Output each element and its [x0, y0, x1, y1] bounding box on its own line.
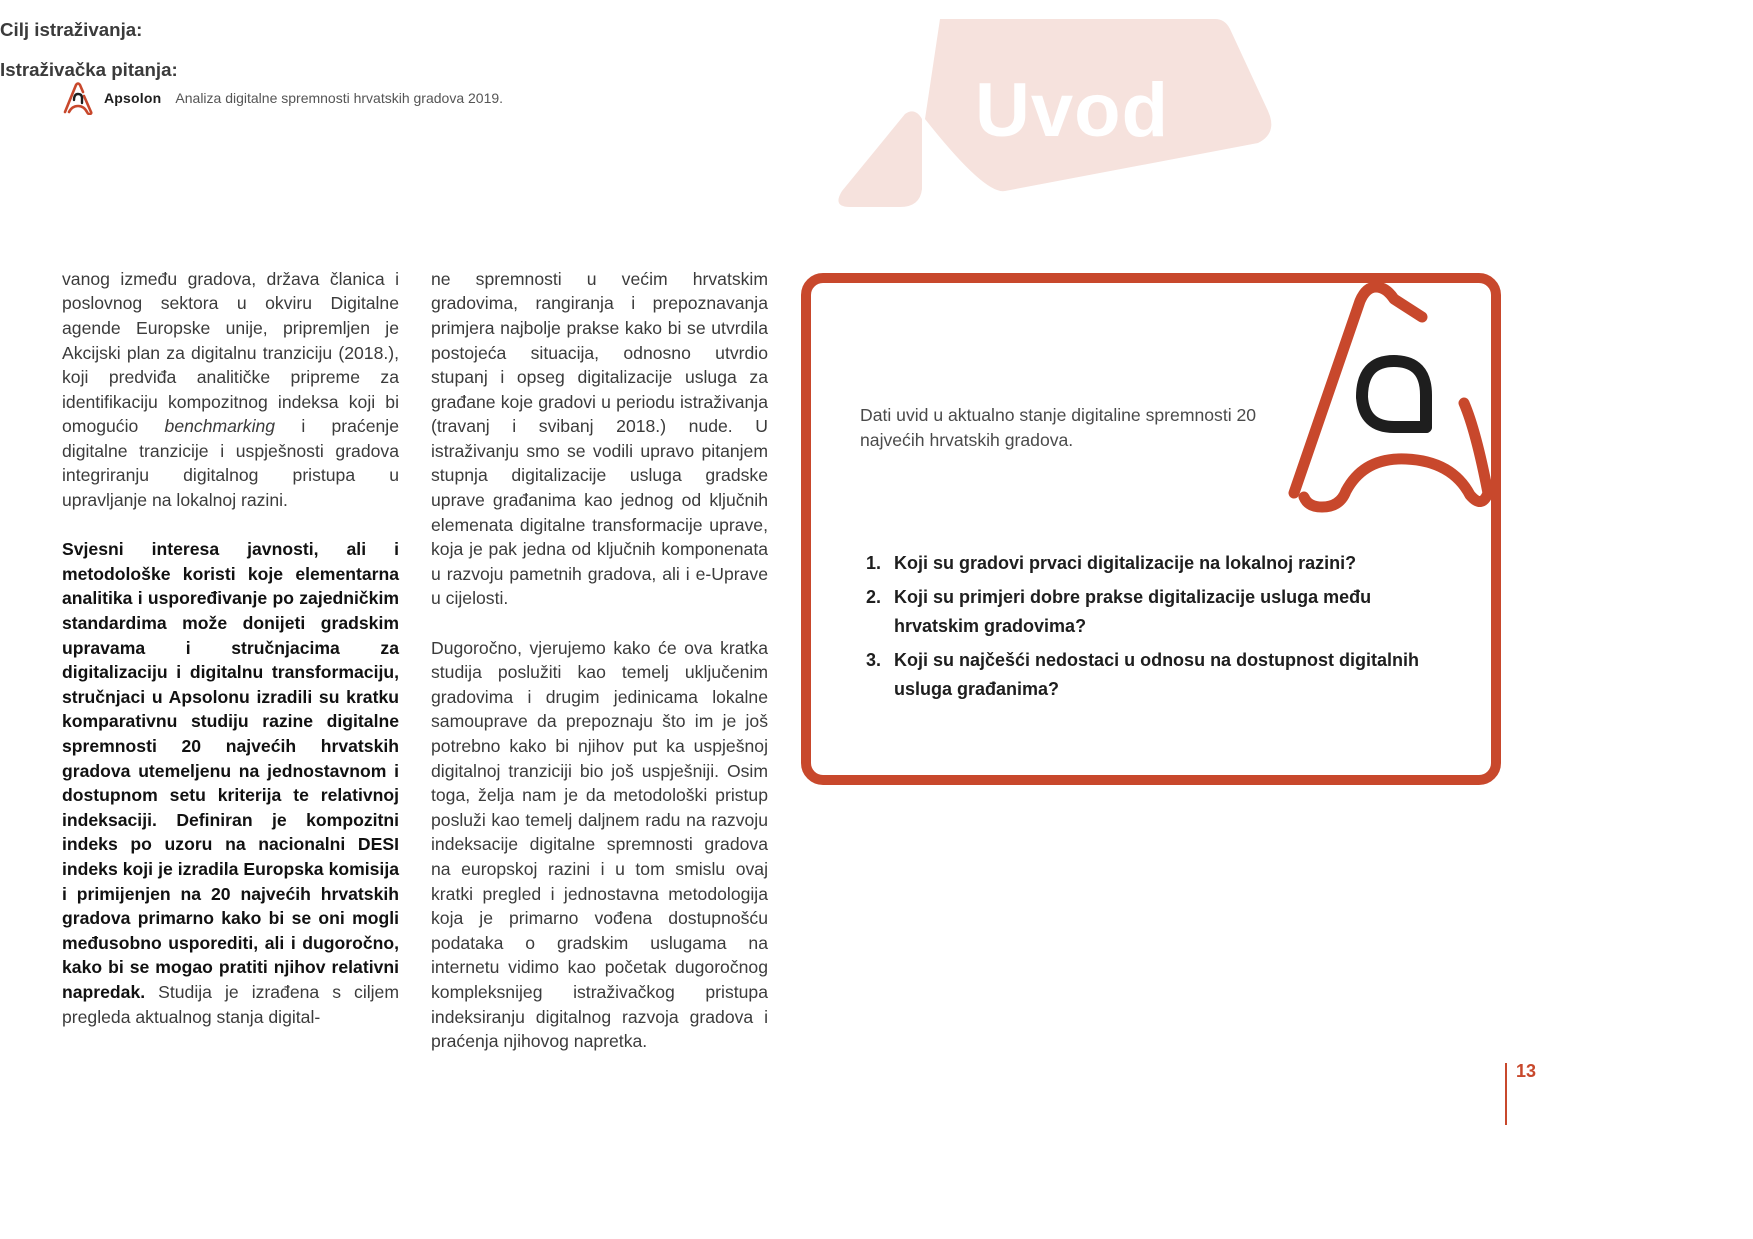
research-goal-text: Dati uvid u aktualno stanje digitaline spremnosti 20 najvećih hrvatskih gradova.	[860, 404, 1257, 450]
brand-name: Apsolon	[104, 89, 162, 106]
text-column-2	[431, 267, 768, 1054]
research-questions-list	[866, 549, 1426, 709]
paragraph	[62, 267, 399, 513]
list-item-text: Koji su najčešći nedostaci u odnosu na dostupnost digitalnih usluga građanima?	[894, 649, 1420, 699]
research-questions-title: Istraživačka pitanja:	[0, 59, 178, 81]
paragraph-text: vanog između gradova, država članica i poslovnog sektora u okviru Digitalne agende Europske unije, pripremljen je Akcijski plan za digitalnu tranziciju (2018.), koji predviđa analitičke pripreme za identifikaciju kompozitnog indeksa koji bi omogućio	[62, 268, 399, 437]
paragraph-italic-text: benchmarking	[164, 416, 276, 437]
list-item-number: 3.	[866, 649, 882, 670]
paragraph: Dugoročno, vjerujemo kako će ova kratka studija poslužiti kao temelj uključenim gradovima i drugim jedinicama lokalne samouprave da prepoznaju što im je još potrebno kako bi njihov put ka uspješnoj digitalnoj tranziciji bio još uspješniji. Osim toga, želja nam je da metodološki pristup posluži kao temelj daljnem radu na razvoju indeksacije digitalne spremnosti gradova na europskoj razini i u tom smislu ovaj kratki pregled i jednostavna metodologija koja je primarno vođena dostupnošću podataka o gradskim uslugama na internetu vidimo kao početak dugoročnog kompleksnijeg istraživačkog pristupa indeksiranju digitalnog razvoja gradova i praćenja njihovog napretka.	[431, 637, 768, 1052]
page-number-rule	[1505, 1063, 1507, 1125]
apsolon-logo-icon	[62, 81, 94, 115]
list-item-text: Koji su primjeri dobre prakse digitalizacije usluga među hrvatskim gradovima?	[894, 586, 1372, 636]
list-item-number: 1.	[866, 552, 882, 573]
paragraph: ne spremnosti u većim hrvatskim gradovima, rangiranja i prepoznavanja primjera najbolje prakse kako bi se utvrdila postojeća situacija, odnosno utvrdio stupanj i opseg digitalizacije usluga za građane koje gradovi u periodu istraživanja (travanj i svibanj 2018.) nude. U istraživanju smo se vodili upravo pitanjem stupnja digitalizacije usluga gradske uprave građanima kao jednog od ključnih elemenata digitalne transformacije uprave, koja je pak jedna od ključnih komponenata u razvoju pametnih gradova, ali i e-Uprave u cijelosti.	[431, 268, 768, 609]
list-item	[866, 646, 1426, 704]
list-item-text: Koji su gradovi prvaci digitalizacije na lokalnoj razini?	[894, 552, 1357, 573]
list-item	[866, 549, 1426, 578]
apsolon-large-logo-icon	[1282, 281, 1502, 521]
paragraph	[62, 537, 399, 1029]
research-goal-title: Cilj istraživanja:	[0, 18, 143, 40]
paragraph-text: Studija je izrađena s ciljem pregleda aktualnog stanja digital-	[62, 981, 399, 1027]
document-subtitle: Analiza digitalne spremnosti hrvatskih gradova 2019.	[175, 89, 504, 106]
paragraph-bold-text: Svjesni interesa javnosti, ali i metodološke koristi koje elementarna analitika i uspoređivanje po zajedničkim standardima može donijeti gradskim upravama i stručnjacima za digitalizaciju i digitalnu transformaciju, stručnjaci u Apsolonu izradili su kratku komparativnu studiju razine digitalne spremnosti 20 najvećih hrvatskih gradova utemeljenu na jednostavnom i dostupnom setu kriterija te relativnoj indeksaciji. Definiran je kompozitni indeks po uzoru na nacionalni DESI indeks koji je izradila Europska komisija i primijenjen na 20 najvećih hrvatskih gradova primarno kako bi se oni mogli međusobno usporediti, ali i dugoročno, kako bi se mogao pratiti njihov relativni napredak.	[62, 539, 399, 1002]
page-header	[62, 81, 503, 115]
page-number: 13	[1516, 1060, 1537, 1081]
list-item-number: 2.	[866, 586, 882, 607]
text-column-1	[62, 267, 399, 1029]
paragraph-text: i praćenje digitalne tranzicije i uspješnosti gradova integriranju digitalnog pristupa u upravljanje na lokalnoj razini.	[62, 416, 399, 511]
list-item	[866, 583, 1426, 641]
section-title: Uvod	[975, 67, 1169, 153]
